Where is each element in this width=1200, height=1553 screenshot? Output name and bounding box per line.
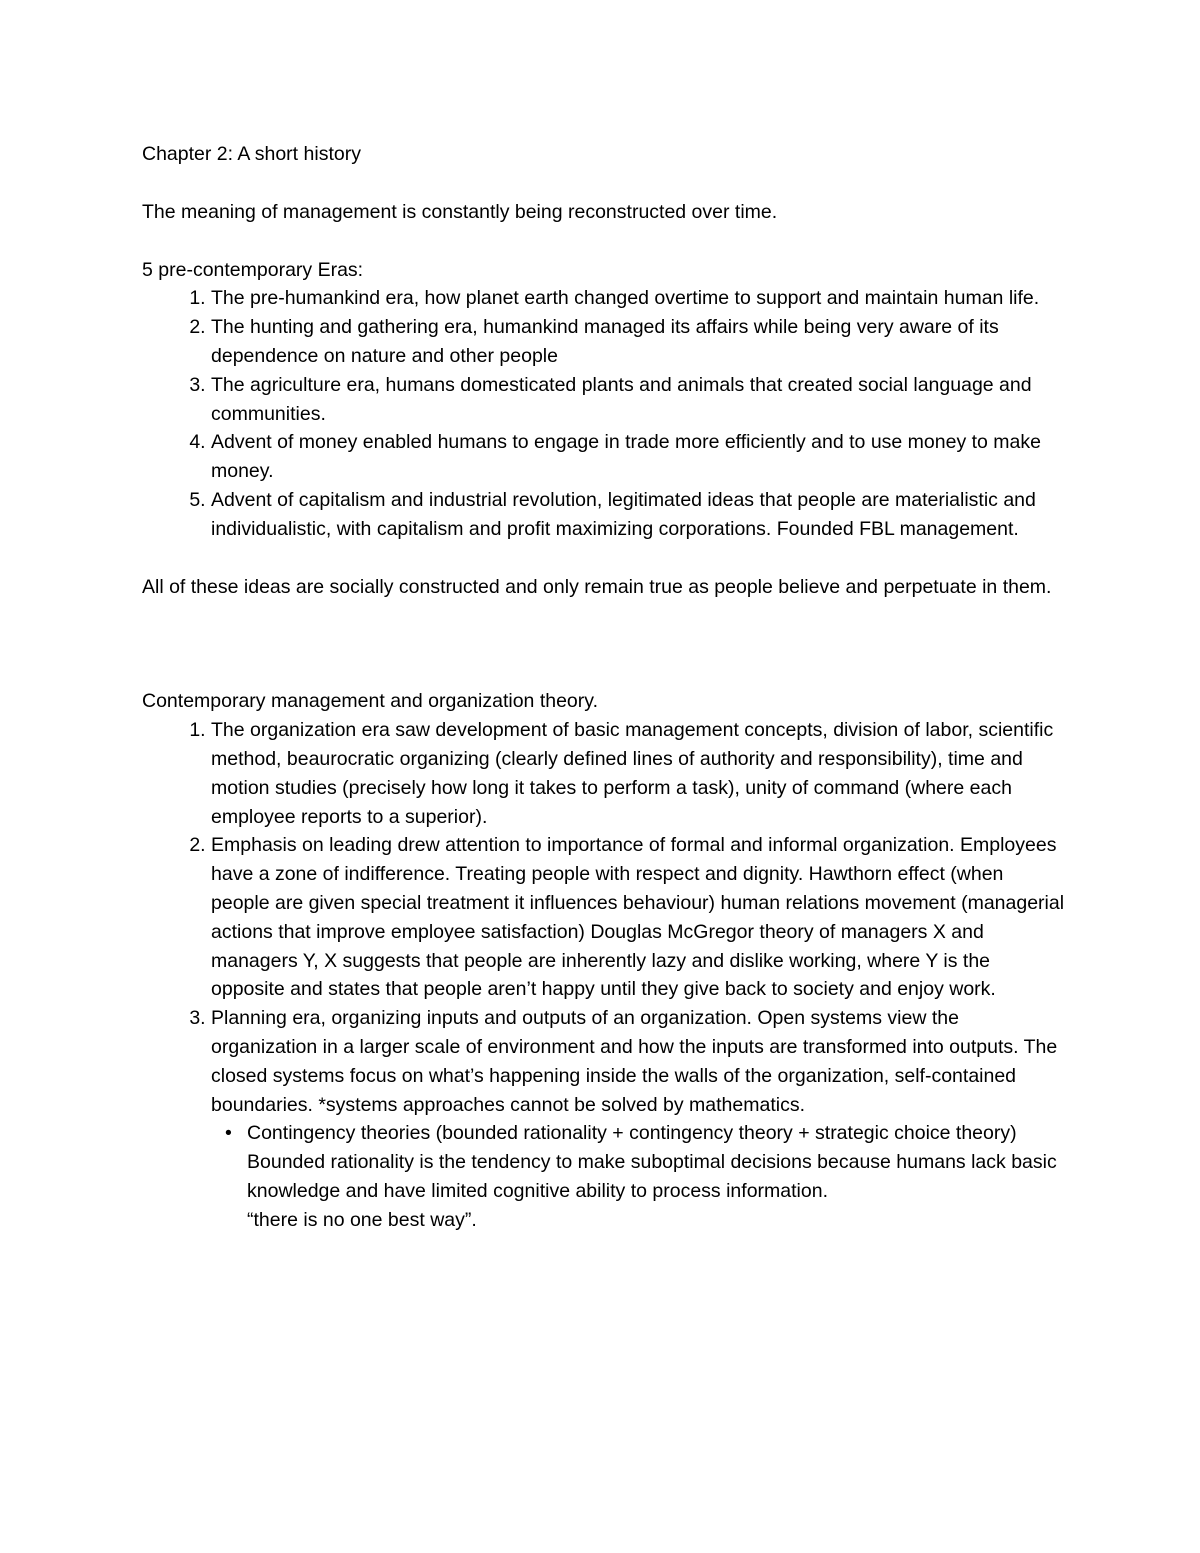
list-item-text: Planning era, organizing inputs and outputs of an organization. Open systems view the organization in a larger scale of environment and how the inputs are transformed into outputs. The closed systems focus on what’s happening inside the walls of the organization, self-contained boundaries. *systems approaches cannot be solved by mathematics.	[211, 1007, 1058, 1116]
list-item	[211, 1004, 1067, 1234]
sub-bullet-item	[225, 1119, 1067, 1234]
intro-paragraph: The meaning of management is constantly being reconstructed over time.	[142, 200, 778, 223]
list-item: 5. Advent of capitalism and industrial revolution, legitimated ideas that people are materialistic and individualistic, with capitalism and profit maximizing corporations. Founded FBL management.	[211, 486, 1067, 544]
list-item: 4. Advent of money enabled humans to engage in trade more efficiently and to use money to make money.	[211, 428, 1067, 486]
sub-bullet-definition: Bounded rationality is the tendency to make suboptimal decisions because humans lack basic knowledge and have limited cognitive ability to process information.	[247, 1151, 1057, 1202]
contemporary-heading: Contemporary management and organization theory.	[142, 690, 598, 713]
sub-bullet-quote: “there is no one best way”.	[247, 1208, 477, 1231]
list-item: 3. The agriculture era, humans domesticated plants and animals that created social language and communities.	[211, 371, 1067, 429]
conclusion-paragraph: All of these ideas are socially constructed and only remain true as people believe and perpetuate in them.	[142, 575, 1052, 598]
spacer	[142, 544, 1067, 573]
list-item: 2. The hunting and gathering era, humankind managed its affairs while being very aware of its dependence on nature and other people	[211, 313, 1067, 371]
sub-bullet-list	[211, 1119, 1067, 1234]
spacer	[142, 601, 1067, 687]
spacer	[142, 227, 1067, 256]
list-item: 2. Emphasis on leading drew attention to importance of formal and informal organization. Employees have a zone of indifference. Treating people with respect and dignity. Hawthorn effect (when people are given special treatment it influences behaviour) human relations movement (managerial actions that improve employee satisfaction) Douglas McGregor theory of managers X and managers Y, X suggests that people are inherently lazy and dislike working, where Y is the opposite and states that people aren’t happy until they give back to society and enjoy work.	[211, 831, 1067, 1004]
document-page	[142, 140, 1067, 1235]
list-item: 1. The pre-humankind era, how planet earth changed overtime to support and maintain human life.	[211, 284, 1067, 313]
spacer	[142, 169, 1067, 198]
chapter-title: Chapter 2: A short history	[142, 143, 361, 165]
sub-bullet-heading: Contingency theories (bounded rationality + contingency theory + strategic choice theory)	[247, 1122, 1017, 1145]
eras-heading: 5 pre-contemporary Eras:	[142, 258, 364, 281]
eras-list	[142, 284, 1067, 543]
contemporary-list	[142, 716, 1067, 1234]
list-item: 1. The organization era saw development of basic management concepts, division of labor, scientific method, beaurocratic organizing (clearly defined lines of authority and responsibility), time and motion studies (precisely how long it takes to perform a task), unity of command (where each employee reports to a superior).	[211, 716, 1067, 831]
bullet-icon: •	[225, 1122, 232, 1145]
